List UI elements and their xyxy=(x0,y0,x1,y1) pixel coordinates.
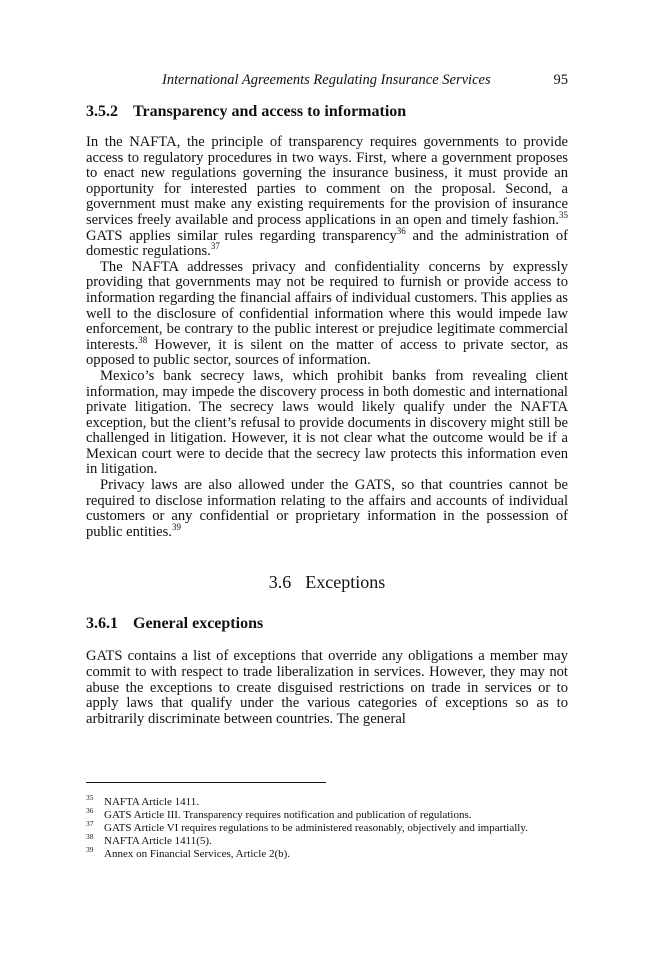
paragraph-text: and the administration of domestic regulations. xyxy=(86,227,569,260)
section-title: General exceptions xyxy=(133,615,264,633)
section-title: Exceptions xyxy=(305,572,386,593)
footnote: 38 NAFTA Article 1411(5). xyxy=(86,832,212,847)
paragraph-text: GATS applies similar rules regarding transparency xyxy=(86,227,397,244)
section-heading-3-6 xyxy=(86,572,568,593)
paragraph xyxy=(86,260,568,369)
paragraph: Mexico’s bank secrecy laws, which prohibit banks from revealing client information, may impede the discovery process in both domestic and international private litigation. The secrecy laws would likely qualify under the NAFTA exception, but the client’s refusal to provide documents in discovery might still be challenged in litigation. However, it is not clear what the outcome would be if a Mexican court were to decide that the secrecy law protects this information even in litigation. xyxy=(86,367,568,478)
footnote-text: Annex on Financial Services, Article 2(b). xyxy=(104,848,291,860)
footnote-divider xyxy=(86,782,326,783)
running-head-title: International Agreements Regulating Insurance Services xyxy=(162,72,491,88)
footnote: 35 NAFTA Article 1411. xyxy=(86,793,199,808)
section-number: 3.6.1 xyxy=(86,615,118,633)
section-heading-3-5-2 xyxy=(86,103,568,121)
paragraph-text: Privacy laws are also allowed under the GATS, so that countries cannot be required to disclose information relating to the affairs and accounts of individual customers or any confidential or proprietary information in the possession of public entities. xyxy=(86,477,568,540)
section-heading-3-6-1 xyxy=(86,615,568,633)
paragraph xyxy=(86,135,568,260)
page-content xyxy=(86,72,568,727)
footnote: 37 GATS Article VI requires regulations to be administered reasonably, objectively and impartially. xyxy=(86,819,528,834)
footnote: 39 Annex on Financial Services, Article 2(b). xyxy=(86,845,291,860)
section-number: 3.5.2 xyxy=(86,103,118,120)
footnote-ref: 39 xyxy=(171,521,181,532)
paragraph-text: The NAFTA addresses privacy and confidentiality concerns by expressly providing that governments may not be required to furnish or provide access to information regarding the financial affairs of individual customers. This applies as well to the disclosure of confidential information where this would impede law enforcement, be contrary to the public interest or prejudice legitimate commercial interests. xyxy=(86,258,568,353)
footnote: 36 GATS Article III. Transparency requires notification and publication of regulations. xyxy=(86,806,472,821)
footnote-ref: 37 xyxy=(210,241,220,252)
footnote-text: NAFTA Article 1411(5). xyxy=(104,835,212,847)
footnote-ref: 38 xyxy=(138,334,148,345)
section-body-3-5-2 xyxy=(86,135,568,540)
footnote-ref: 35 xyxy=(559,210,568,221)
footnote-ref: 36 xyxy=(396,225,406,236)
footnote-text: GATS Article III. Transparency requires notification and publication of regulations. xyxy=(104,809,472,821)
paragraph xyxy=(86,478,568,540)
section-body-3-6-1 xyxy=(86,649,568,727)
page-number: 95 xyxy=(553,72,568,88)
running-head xyxy=(86,72,568,89)
footnotes xyxy=(86,793,568,861)
footnote-text: NAFTA Article 1411. xyxy=(104,796,199,808)
section-number: 3.6 xyxy=(268,572,292,593)
paragraph: GATS contains a list of exceptions that override any obligations a member may commit to with respect to trade liberalization in services. However, they may not abuse the exceptions to create disguised restrictions on trade in services or to apply laws that qualify under the various categories of exceptions so as to arbitrarily discriminate between countries. The general xyxy=(86,648,568,727)
paragraph-text: In the NAFTA, the principle of transparency requires governments to provide access to regulatory procedures in two ways. First, where a government proposes to enact new regulations governing the insurance business, it must provide an opportunity for interested parties to comment on the proposal. Second, a government must make any existing requirements for the provision of insurance services freely available and process applications in an open and timely fashion. xyxy=(86,134,568,228)
section-title: Transparency and access to information xyxy=(133,103,407,120)
paragraph-text: However, it is silent on the matter of access to private sector, as opposed to public sector, sources of information. xyxy=(86,336,568,369)
footnote-text: GATS Article VI requires regulations to be administered reasonably, objectively and impartially. xyxy=(104,822,528,834)
